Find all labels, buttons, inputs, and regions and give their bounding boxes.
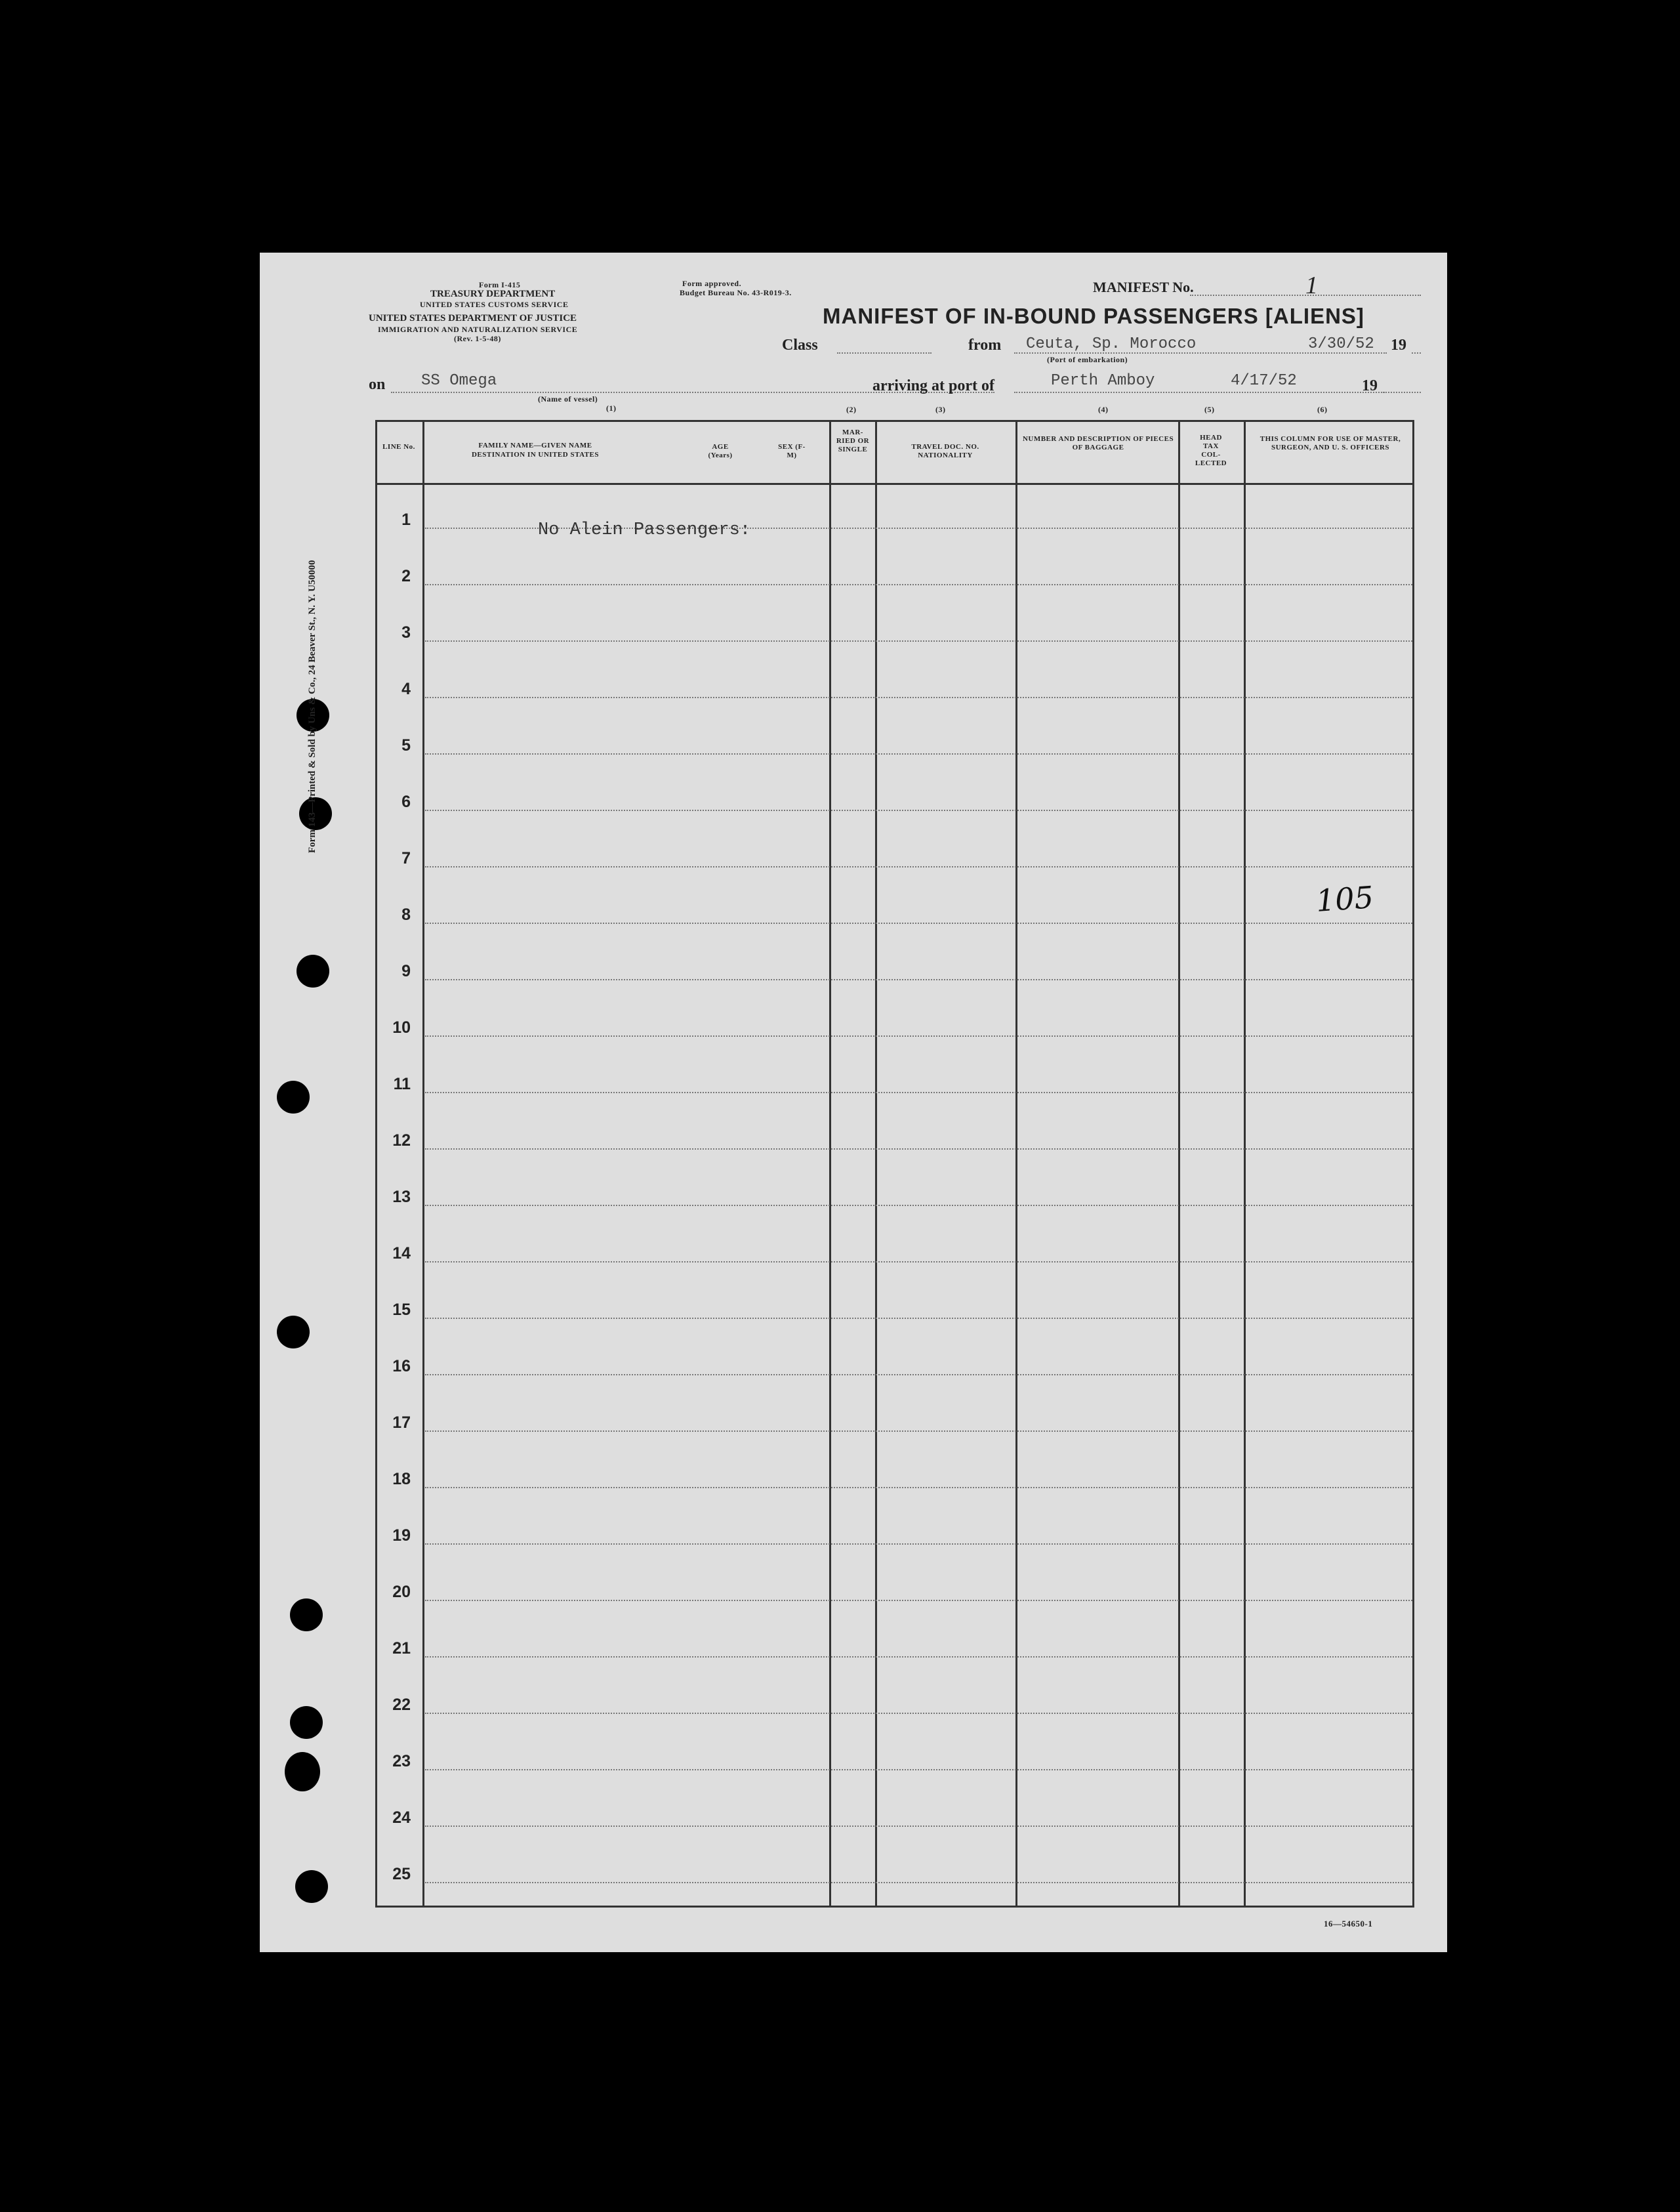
row-rule — [425, 1318, 1412, 1319]
punch-hole — [277, 1316, 310, 1348]
column-divider — [875, 420, 877, 1908]
ins-line: IMMIGRATION AND NATURALIZATION SERVICE — [378, 325, 578, 334]
row-number: 19 — [392, 1526, 411, 1545]
row-rule — [425, 697, 1412, 698]
row-number: 4 — [401, 680, 411, 698]
punch-hole — [285, 1752, 320, 1791]
column-number: (3) — [935, 405, 946, 414]
form-approved: Form approved. — [682, 279, 742, 288]
form-title: MANIFEST OF IN-BOUND PASSENGERS [ALIENS] — [823, 304, 1364, 328]
row-number: 8 — [401, 906, 411, 924]
row-number: 3 — [401, 623, 411, 642]
manifest-no-label: MANIFEST No. — [1093, 279, 1194, 295]
customs-service: UNITED STATES CUSTOMS SERVICE — [420, 300, 569, 309]
dotted-line — [837, 352, 932, 354]
row-rule — [425, 1826, 1412, 1827]
side-printer-text: Form 143—Printed & Sold by Uns & Co., 24 Beaver St., N. Y. U50000 — [307, 560, 318, 853]
vessel-caption: (Name of vessel) — [538, 394, 598, 404]
col-header-married: MAR- RIED OR SINGLE — [836, 428, 870, 453]
row-rule — [425, 1769, 1412, 1770]
manifest-table — [375, 420, 1414, 1908]
column-divider — [422, 420, 424, 1908]
row-rule — [425, 1882, 1412, 1883]
row-number: 24 — [392, 1808, 411, 1827]
col-header-sex: SEX (F-M) — [778, 443, 806, 459]
row-number: 11 — [393, 1075, 411, 1093]
row-number: 5 — [401, 736, 411, 755]
manifest-no-value: 1 — [1305, 272, 1318, 299]
row-number: 16 — [392, 1357, 411, 1375]
punch-hole — [290, 1598, 323, 1631]
year-label: 19 — [1362, 377, 1378, 394]
row-number: 15 — [392, 1301, 411, 1319]
row-rule — [425, 1205, 1412, 1206]
row-rule — [425, 1713, 1412, 1714]
row-number: 12 — [392, 1131, 411, 1150]
vessel-name: SS Omega — [421, 372, 497, 390]
col-header-line-no: LINE No. — [382, 443, 415, 451]
row-number: 1 — [401, 511, 411, 529]
treasury-dept: TREASURY DEPARTMENT — [430, 289, 556, 299]
row-rule — [425, 810, 1412, 811]
column-divider — [1178, 420, 1180, 1908]
punch-hole — [277, 1081, 310, 1114]
row-rule — [425, 1600, 1412, 1601]
row-rule — [425, 1374, 1412, 1375]
row-rule — [425, 1487, 1412, 1488]
column-divider — [1015, 420, 1017, 1908]
budget-bureau: Budget Bureau No. 43-R019-3. — [680, 288, 792, 297]
row-number: 22 — [392, 1696, 411, 1714]
row-number: 21 — [392, 1639, 411, 1658]
row-rule — [425, 1543, 1412, 1545]
row-number: 2 — [401, 567, 411, 585]
dotted-line — [1412, 352, 1421, 354]
embarkation-date: 3/30/52 — [1308, 335, 1374, 353]
row-number: 9 — [401, 962, 411, 980]
arrival-port: Perth Amboy — [1051, 372, 1155, 390]
col-header-family-name: FAMILY NAME—GIVEN NAME — [478, 442, 592, 449]
col-header-head-tax: HEAD TAX COL- LECTED — [1195, 434, 1227, 467]
row-number: 17 — [392, 1413, 411, 1432]
row-number: 25 — [392, 1865, 411, 1883]
punch-hole — [290, 1706, 323, 1739]
row-rule — [425, 1092, 1412, 1093]
col-header-officers: THIS COLUMN FOR USE OF MASTER, SURGEON, AND U. S. OFFICERS — [1260, 435, 1401, 451]
row-rule — [425, 923, 1412, 924]
port-of-embarkation: Ceuta, Sp. Morocco — [1026, 335, 1197, 353]
column-number: (5) — [1204, 405, 1215, 414]
class-label: Class — [782, 337, 818, 354]
row-number: 14 — [392, 1244, 411, 1263]
column-divider — [1244, 420, 1246, 1908]
row-number: 7 — [401, 849, 411, 867]
entry-no-passengers: No Alein Passengers: — [538, 520, 751, 540]
on-label: on — [369, 376, 386, 393]
row-rule — [425, 640, 1412, 642]
row-rule — [425, 1148, 1412, 1150]
dotted-line — [1383, 392, 1421, 393]
row-rule — [425, 584, 1412, 585]
row-number: 6 — [401, 793, 411, 811]
row-rule — [425, 753, 1412, 755]
manifest-page — [260, 253, 1447, 1952]
vessel-caption-num: (1) — [606, 404, 617, 413]
arriving-label: arriving at port of — [872, 377, 994, 394]
footer-code: 16—54650-1 — [1324, 1919, 1373, 1929]
punch-hole — [297, 955, 329, 988]
column-number: (2) — [846, 405, 857, 414]
row-rule — [425, 1656, 1412, 1658]
row-rule — [425, 1035, 1412, 1037]
from-label: from — [968, 337, 1002, 354]
row-number: 23 — [392, 1752, 411, 1770]
col-header-age: AGE (Years) — [708, 443, 733, 459]
row-rule — [425, 979, 1412, 980]
row-number: 10 — [392, 1018, 411, 1037]
form-number: Form I-415 — [479, 280, 521, 289]
port-embarkation-caption: (Port of embarkation) — [1047, 355, 1128, 364]
row-rule — [425, 1430, 1412, 1432]
row-rule — [425, 866, 1412, 867]
col-header-travel-doc: TRAVEL DOC. NO. NATIONALITY — [911, 443, 979, 459]
dotted-line — [1014, 392, 1387, 393]
col-header-baggage: NUMBER AND DESCRIPTION OF PIECES OF BAGGAGE — [1022, 435, 1174, 451]
row-number: 13 — [392, 1188, 411, 1206]
punch-hole — [295, 1870, 328, 1903]
row-number: 20 — [392, 1583, 411, 1601]
col-header-destination: DESTINATION IN UNITED STATES — [471, 451, 600, 459]
rev-date: (Rev. 1-5-48) — [454, 334, 501, 343]
header-rule — [375, 483, 1414, 485]
year-label: 19 — [1391, 337, 1406, 354]
column-number: (4) — [1098, 405, 1109, 414]
column-divider — [829, 420, 831, 1908]
column-number: (6) — [1317, 405, 1328, 414]
justice-dept: UNITED STATES DEPARTMENT OF JUSTICE — [369, 313, 577, 323]
arrival-date: 4/17/52 — [1231, 372, 1297, 390]
row-rule — [425, 1261, 1412, 1263]
handwritten-note: 105 — [1315, 879, 1375, 919]
row-number: 18 — [392, 1470, 411, 1488]
